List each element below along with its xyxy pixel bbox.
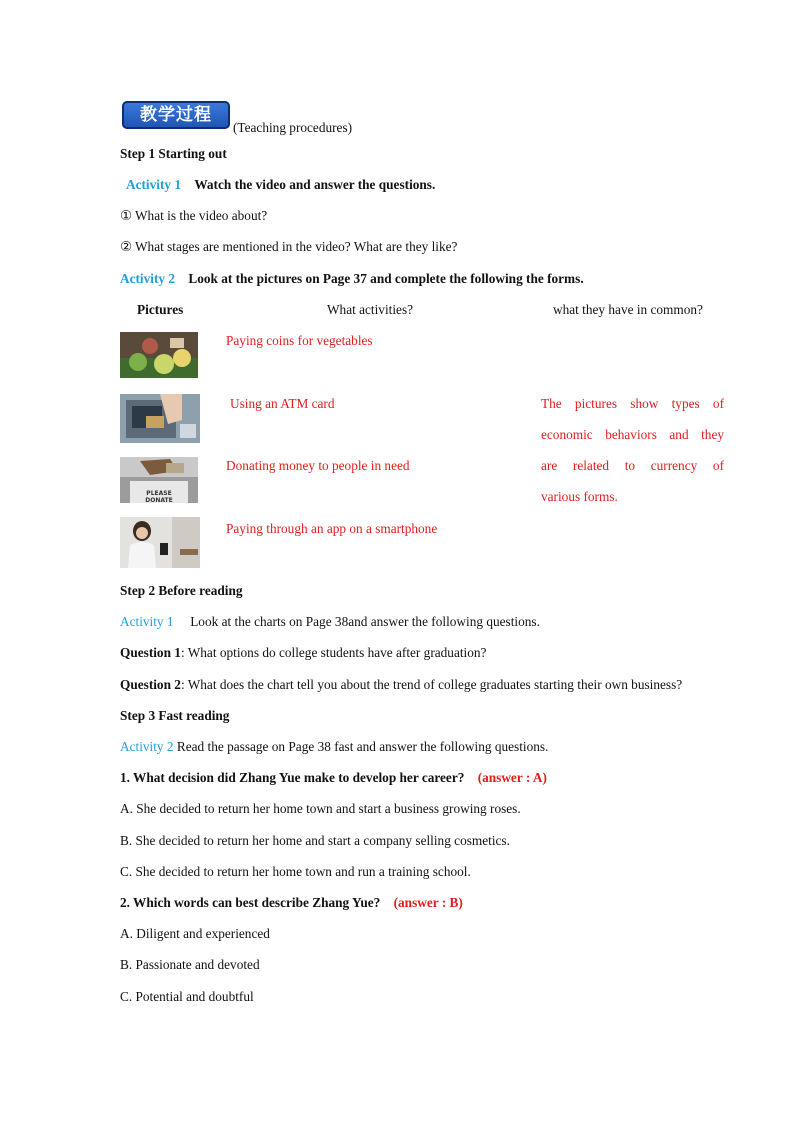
step3-title: Step 3 Fast reading [120, 708, 230, 723]
row-activity: Paying coins for vegetables [226, 333, 373, 348]
step2-title: Step 2 Before reading [120, 583, 243, 598]
table-header-common: what they have in common? [553, 302, 703, 317]
teaching-procedures-badge: 教学过程 [122, 101, 230, 129]
activity-text: Watch the video and answer the questions. [194, 177, 436, 192]
activity-label: Activity 2 [120, 271, 176, 286]
option-c: C. She decided to return her home town and run a training school. [120, 864, 471, 879]
step1-title: Step 1 Starting out [120, 146, 227, 161]
activity-text: Read the passage on Page 38 fast and answer the following questions. [173, 739, 549, 754]
question-text: 2. Which words can best describe Zhang Yue? [120, 895, 381, 910]
svg-text:DONATE: DONATE [145, 497, 173, 503]
answer-key: (answer : A) [477, 770, 547, 785]
step1-activity2 [120, 271, 584, 287]
option-c: C. Potential and doubtful [120, 989, 254, 1004]
question-text: 1. What decision did Zhang Yue make to develop her career? [120, 770, 465, 785]
table-header-pictures: Pictures [137, 302, 184, 317]
video-question-1: ① What is the video about? [120, 208, 268, 223]
svg-text:PLEASE: PLEASE [146, 490, 172, 497]
option-a: A. She decided to return her home town and start a business growing roses. [120, 801, 521, 816]
step3-activity2 [120, 739, 548, 755]
step1-activity1 [126, 177, 435, 193]
row-activity: Paying through an app on a smartphone [226, 521, 438, 536]
donation-box-photo [120, 457, 198, 503]
smartphone-payment-photo [120, 517, 200, 568]
option-a: A. Diligent and experienced [120, 926, 270, 941]
activity-text: Look at the pictures on Page 37 and complete the following the forms. [188, 271, 584, 286]
atm-card-photo [120, 394, 200, 443]
answer-key: (answer : B) [393, 895, 463, 910]
activity-label: Activity 2 [120, 739, 174, 754]
option-b: B. Passionate and devoted [120, 957, 260, 972]
step2-activity1 [120, 614, 540, 630]
fast-reading-question-2 [120, 895, 463, 911]
table-header-activities: What activities? [327, 302, 414, 317]
activity-label: Activity 1 [126, 177, 182, 192]
step2-question2 [120, 677, 682, 693]
common-line: various forms. [541, 489, 618, 504]
fast-reading-question-1 [120, 770, 547, 786]
question-text: : What options do college students have after graduation? [180, 645, 487, 660]
activity-label: Activity 1 [120, 614, 174, 629]
step2-question1 [120, 645, 486, 661]
video-question-2: ② What stages are mentioned in the video? What are they like? [120, 239, 458, 254]
question-label: Question 2 [120, 677, 181, 692]
row-activity: Donating money to people in need [226, 458, 410, 473]
row-activity: Using an ATM card [230, 396, 335, 411]
vegetable-market-photo [120, 332, 198, 378]
question-text: : What does the chart tell you about the trend of college graduates starting their own business? [180, 677, 683, 692]
option-b: B. She decided to return her home and start a company selling cosmetics. [120, 833, 510, 848]
common-line: The pictures show types of [541, 396, 724, 411]
badge-subtitle: (Teaching procedures) [233, 120, 353, 135]
activity-text: Look at the charts on Page 38and answer the following questions. [190, 614, 540, 629]
question-label: Question 1 [120, 645, 181, 660]
common-line: economic behaviors and they [541, 427, 724, 442]
common-line: are related to currency of [541, 458, 724, 473]
